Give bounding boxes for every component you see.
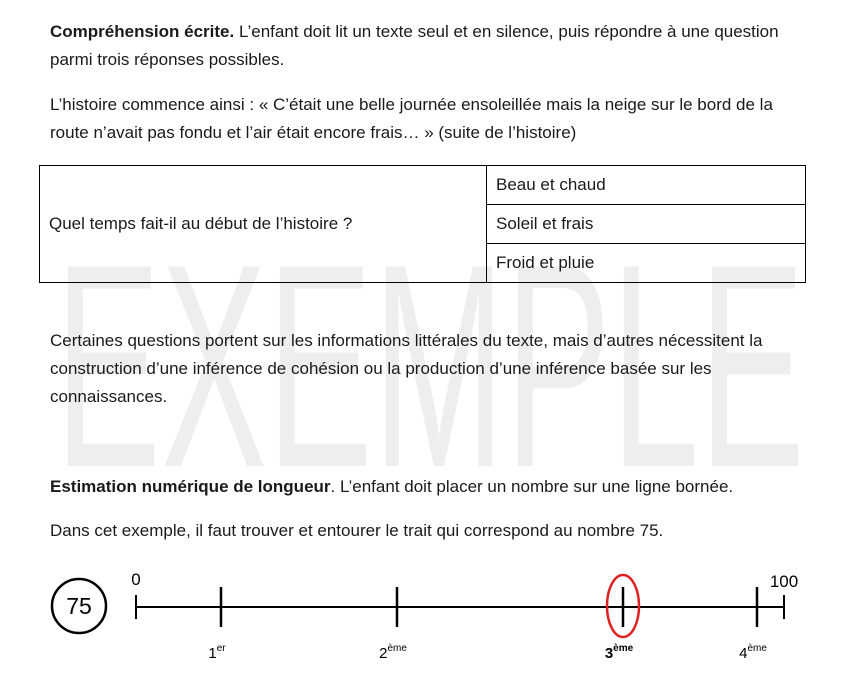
target-value: 75: [66, 593, 92, 619]
tick-suffix: ème: [613, 643, 634, 654]
tick-1[interactable]: [208, 587, 226, 662]
tick-label: [605, 643, 634, 662]
start-label: 0: [131, 570, 141, 589]
tick-label: [739, 643, 767, 662]
answer-option[interactable]: Soleil et frais: [487, 205, 806, 244]
tick-suffix: ème: [387, 643, 407, 654]
comprehension-title: Compréhension écrite.: [50, 22, 235, 41]
tick-number: 1: [208, 645, 217, 662]
question-table: [39, 165, 806, 283]
tick-suffix: er: [216, 643, 226, 654]
example-text: Dans cet exemple, il faut trouver et entourer le trait qui correspond au nombre 75.: [50, 521, 664, 540]
number-line: [0, 560, 851, 695]
estimation-paragraph: [50, 473, 810, 501]
tick-label: [379, 643, 407, 662]
tick-number: 4: [739, 645, 748, 662]
inference-text: Certaines questions portent sur les informations littérales du texte, mais d’autres nécessitent la construction d’une inférence de cohésion ou la production d’une inférence basée sur les connaissances.: [50, 331, 763, 406]
tick-3[interactable]: [605, 575, 639, 662]
tick-2[interactable]: [379, 587, 407, 662]
answer-option[interactable]: Beau et chaud: [487, 166, 806, 205]
story-text: L’histoire commence ainsi : « C’était une belle journée ensoleillée mais la neige sur le bord de la route n’avait pas fondu et l’air était encore frais… » (suite de l’histoire): [50, 95, 773, 142]
tick-marks: [208, 575, 767, 662]
tick-number: 2: [379, 645, 388, 662]
tick-4[interactable]: [739, 587, 767, 662]
end-label: 100: [769, 572, 799, 591]
story-paragraph: [50, 91, 810, 147]
comprehension-text: L’enfant doit lit un texte seul et en silence, puis répondre à une question parmi trois réponses possibles.: [50, 22, 779, 69]
question-text: Quel temps fait-il au début de l’histoire ?: [49, 214, 353, 233]
example-paragraph: [50, 517, 810, 545]
tick-label: [208, 643, 226, 662]
question-cell: [40, 166, 487, 283]
estimation-text: . L’enfant doit placer un nombre sur une ligne bornée.: [330, 477, 734, 496]
watermark-text: EXEMPLE: [55, 248, 805, 478]
tick-number: 3: [604, 645, 614, 662]
comprehension-paragraph: [50, 18, 810, 74]
answer-option[interactable]: Froid et pluie: [487, 244, 806, 283]
inference-paragraph: [50, 327, 810, 411]
target-number: [52, 579, 106, 633]
estimation-title: Estimation numérique de longueur: [50, 477, 331, 496]
tick-suffix: ème: [747, 643, 767, 654]
